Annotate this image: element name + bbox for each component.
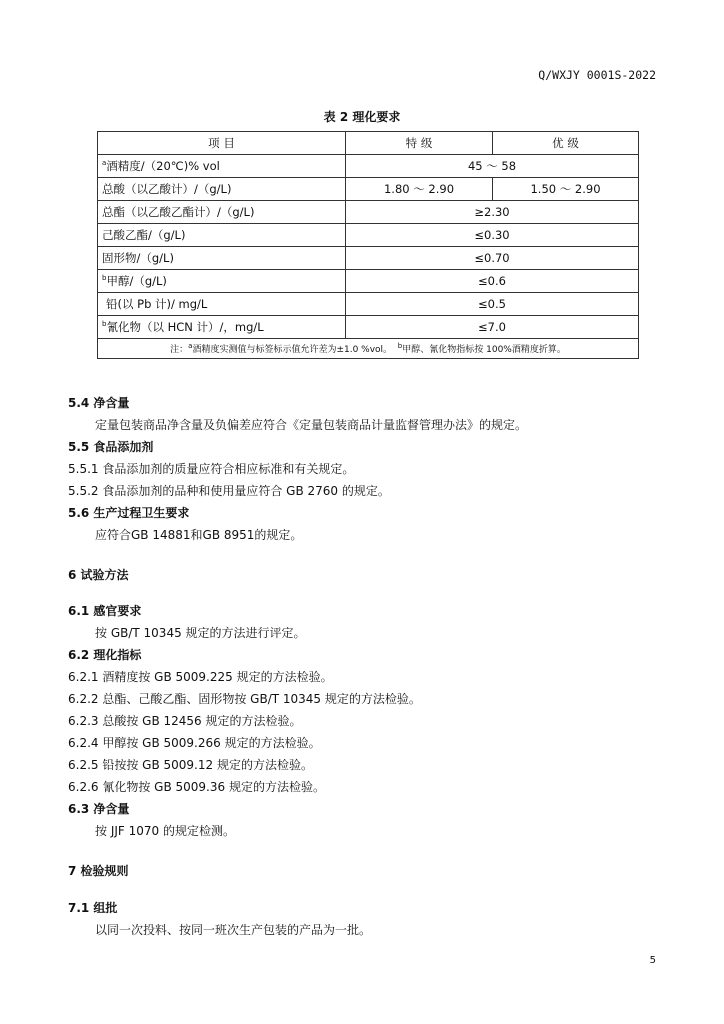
table-row (98, 247, 639, 270)
table-header-row (98, 132, 639, 155)
clause-text: 6.2.2 总酯、己酸乙酯、固形物按 GB/T 10345 规定的方法检验。 (68, 692, 421, 706)
footnote-marker: b (102, 274, 107, 283)
row-item: 总酯（以乙酸乙酯计）/（g/L) (98, 201, 346, 224)
clause-text: 5.5.2 食品添加剂的品种和使用量应符合 GB 2760 的规定。 (68, 484, 390, 498)
row-item: $^a$酒精度/（20℃)% vol (98, 155, 346, 178)
section-heading: 6.3 净含量 (68, 802, 130, 816)
table-caption: 表 2 理化要求 (323, 110, 401, 124)
paragraph: 按 GB/T 10345 规定的方法进行评定。 (95, 626, 306, 640)
clause-text: 6.2.3 总酸按 GB 12456 规定的方法检验。 (68, 714, 302, 728)
footnote-marker: b (102, 320, 107, 329)
clause-text: 5.5.1 食品添加剂的质量应符合相应标准和有关规定。 (68, 462, 355, 476)
row-value: 45 ～ 58 (346, 155, 639, 178)
section-heading: 7.1 组批 (68, 901, 118, 915)
row-item: $^b$甲醇/（g/L) (98, 270, 346, 293)
clause-text: 6.2.4 甲醇按 GB 5009.266 规定的方法检验。 (68, 736, 321, 750)
row-value: ≤7.0 (346, 316, 639, 339)
table-row (98, 224, 639, 247)
table-note-row (98, 339, 639, 359)
section-heading: 5.5 食品添加剂 (68, 440, 154, 454)
document-code: Q/WXJY 0001S-2022 (538, 68, 656, 82)
paragraph: 以同一次投料、按同一班次生产包装的产品为一批。 (95, 923, 372, 937)
section-heading: 5.6 生产过程卫生要求 (68, 506, 190, 520)
row-value: ≤0.70 (346, 247, 639, 270)
section-heading: 6.2 理化指标 (68, 648, 142, 662)
paragraph: 按 JJF 1070 的规定检测。 (95, 824, 235, 838)
table-row (98, 316, 639, 339)
header-grade-superior: 优 级 (493, 132, 639, 155)
chapter-heading: 7 检验规则 (68, 864, 129, 878)
clause-text: 6.2.6 氰化物按 GB 5009.36 规定的方法检验。 (68, 780, 325, 794)
header-item: 项 目 (98, 132, 346, 155)
row-item: 己酸乙酯/（g/L) (98, 224, 346, 247)
clause-text: 6.2.1 酒精度按 GB 5009.225 规定的方法检验。 (68, 670, 333, 684)
row-item: 铅(以 Pb 计)/ mg/L (98, 293, 346, 316)
footnote-marker: a (102, 159, 107, 168)
row-item: $^b$氰化物（以 HCN 计）/，mg/L (98, 316, 346, 339)
table-row (98, 293, 639, 316)
header-grade-premium: 特 级 (346, 132, 493, 155)
row-value: ≤0.30 (346, 224, 639, 247)
table-note: 注：$^a$酒精度实测值与标签标示值允许差为±1.0 %vol。 $^b$甲醇、氰化物指标按 100%酒精度折算。 (98, 339, 639, 359)
row-item: 固形物/（g/L) (98, 247, 346, 270)
table-row (98, 178, 639, 201)
row-value-premium: 1.80 ～ 2.90 (346, 178, 493, 201)
section-heading: 5.4 净含量 (68, 396, 130, 410)
paragraph: 应符合GB 14881和GB 8951的规定。 (95, 528, 303, 542)
physicochemical-table (97, 131, 639, 359)
row-value: ≥2.30 (346, 201, 639, 224)
section-heading: 6.1 感官要求 (68, 604, 142, 618)
table-row (98, 155, 639, 178)
row-value-superior: 1.50 ～ 2.90 (493, 178, 639, 201)
table-row (98, 270, 639, 293)
chapter-heading: 6 试验方法 (68, 568, 129, 582)
row-value: ≤0.6 (346, 270, 639, 293)
table-row (98, 201, 639, 224)
paragraph: 定量包装商品净含量及负偏差应符合《定量包装商品计量监督管理办法》的规定。 (95, 418, 528, 432)
row-item: 总酸（以乙酸计）/（g/L) (98, 178, 346, 201)
row-value: ≤0.5 (346, 293, 639, 316)
clause-text: 6.2.5 铅按按 GB 5009.12 规定的方法检验。 (68, 758, 313, 772)
page-number: 5 (649, 955, 656, 966)
